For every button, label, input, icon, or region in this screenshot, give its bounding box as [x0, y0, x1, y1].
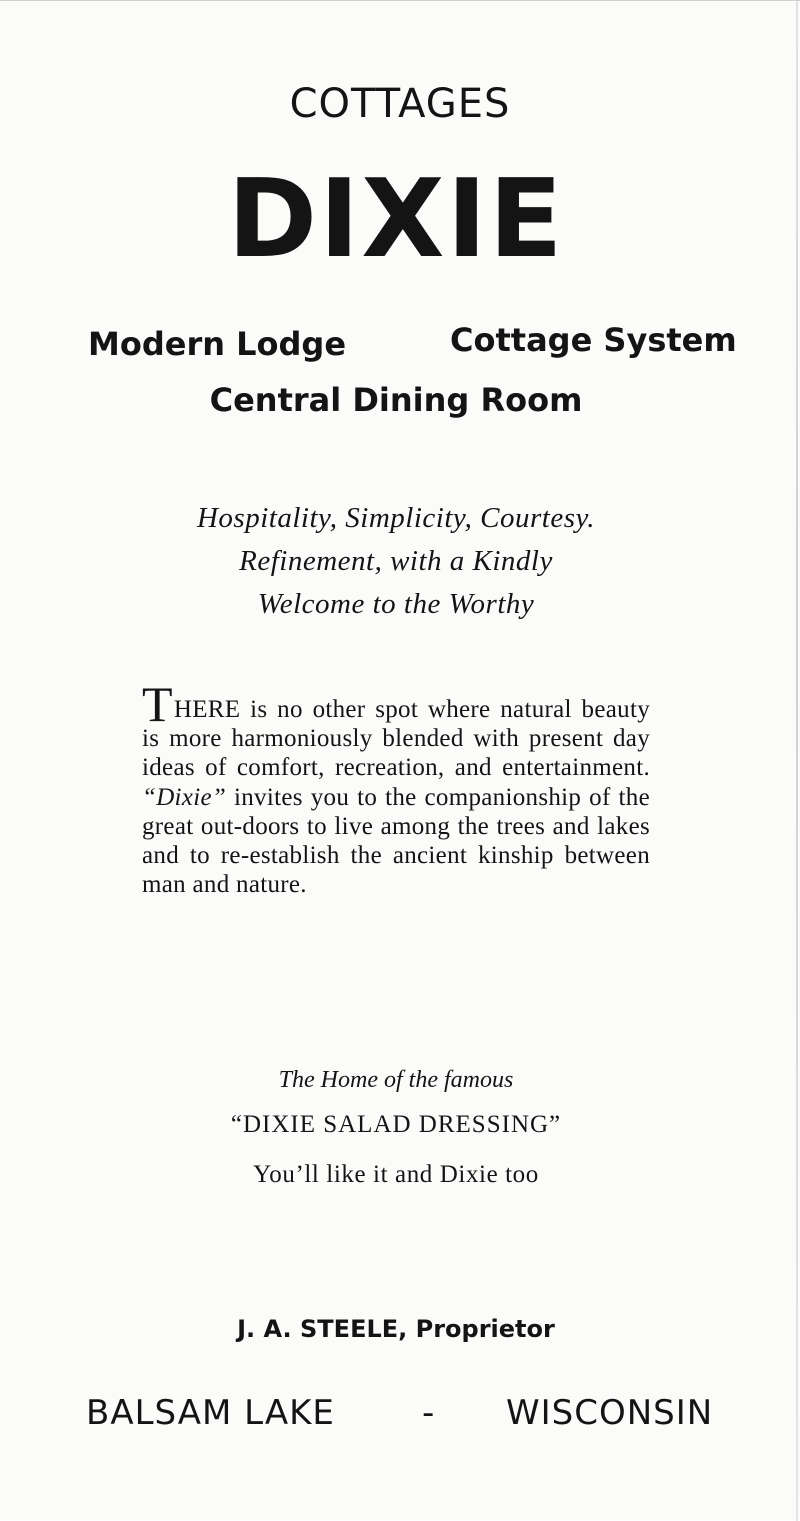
tagline: You’ll like it and Dixie too	[253, 1161, 539, 1188]
footer-separator: -	[422, 1393, 436, 1433]
dixie-quote: “Dixie”	[142, 783, 227, 811]
description-paragraph	[142, 676, 650, 899]
description-text-1: HERE is no other spot where natural beauty is more harmoniously blended with present day ideas of comfort, recreation, and entertainment.	[142, 696, 650, 782]
salad-dressing-line: “DIXIE SALAD DRESSING”	[230, 1111, 562, 1138]
drop-cap: T	[142, 676, 173, 732]
motto-line-2: Refinement, with a Kindly	[239, 545, 553, 577]
footer-location-state: WISCONSIN	[506, 1393, 714, 1433]
motto-line-1: Hospitality, Simplicity, Courtesy.	[196, 502, 596, 534]
proprietor-line: J. A. STEELE, Proprietor	[237, 1315, 555, 1343]
dixie-title: DIXIE	[227, 157, 565, 282]
feature-central-dining-room: Central Dining Room	[209, 381, 583, 419]
paper-edge	[796, 1, 798, 1521]
feature-modern-lodge: Modern Lodge	[88, 325, 347, 363]
motto	[0, 497, 792, 626]
footer-location-town: BALSAM LAKE	[86, 1393, 335, 1433]
cottages-heading: COTTAGES	[289, 81, 511, 127]
description-text-2: invites you to the companionship of the great out-doors to live among the trees and lakes and to re-establish the ancient kinship between man and nature.	[142, 783, 650, 899]
motto-line-3: Welcome to the Worthy	[257, 588, 535, 620]
home-of-famous-line: The Home of the famous	[278, 1067, 514, 1093]
feature-cottage-system: Cottage System	[450, 321, 737, 359]
